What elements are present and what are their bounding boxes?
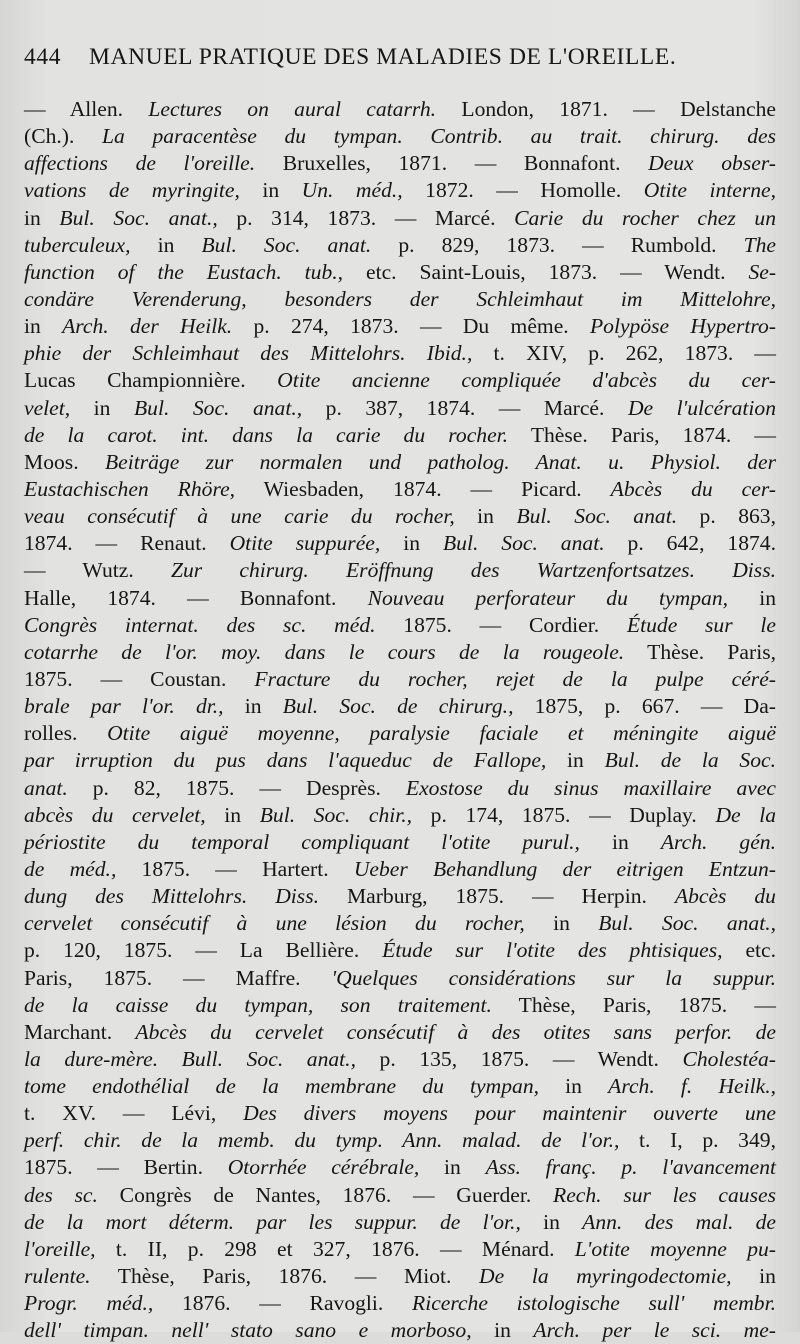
text-line bbox=[24, 449, 776, 476]
text-segment: Thèse, Paris, 1876. — Miot. bbox=[90, 1264, 480, 1289]
text-segment: Congrès de Nantes, 1876. — Guerder. bbox=[97, 1182, 554, 1207]
italic-text-segment: Étude sur le bbox=[626, 612, 776, 637]
italic-text-segment: cervelet consécutif à une lésion du rocher, bbox=[24, 911, 525, 936]
text-line bbox=[24, 1236, 776, 1263]
text-segment: Marburg, 1875. — Herpin. bbox=[319, 884, 675, 909]
text-line bbox=[24, 1073, 776, 1100]
text-segment: in bbox=[380, 531, 443, 556]
text-segment: in bbox=[520, 1209, 583, 1234]
italic-text-segment: cotarrhe de l'or. moy. dans le cours de la rougeole. bbox=[24, 639, 625, 664]
text-line bbox=[24, 883, 776, 910]
text-line bbox=[24, 1290, 776, 1317]
italic-text-segment: Zur chirurg. Eröffnung des Wartzenfortsatzes. Diss. bbox=[170, 558, 777, 583]
text-line bbox=[24, 205, 776, 232]
italic-text-segment: la dure-mère. Bull. Soc. anat., bbox=[24, 1046, 356, 1071]
italic-text-segment: Polypöse Hypertro- bbox=[589, 314, 776, 339]
italic-text-segment: Otite suppurée, bbox=[229, 531, 381, 556]
italic-text-segment: Otite interne, bbox=[643, 178, 777, 203]
text-line bbox=[24, 1182, 776, 1209]
italic-text-segment: Ann. des mal. de bbox=[582, 1209, 777, 1234]
text-segment: — Wutz. bbox=[24, 558, 171, 583]
text-line bbox=[24, 856, 776, 883]
italic-text-segment: tome endothélial de la membrane du tympan, bbox=[24, 1074, 540, 1099]
text-segment: Paris, 1875. — Maffre. bbox=[24, 965, 332, 990]
italic-text-segment: tuberculeux, bbox=[24, 232, 131, 257]
text-segment: rolles. bbox=[24, 721, 108, 746]
text-segment: London, 1871. — Delstanche bbox=[436, 97, 776, 121]
text-segment: in bbox=[24, 205, 60, 230]
text-segment: 1874. — Renaut. bbox=[24, 531, 230, 556]
text-segment: p. 314, 1873. — Marcé. bbox=[217, 205, 515, 230]
text-segment: Lucas Championnière. bbox=[24, 368, 278, 393]
text-line bbox=[24, 775, 776, 802]
text-line bbox=[24, 232, 776, 259]
text-segment: in bbox=[239, 178, 302, 203]
italic-text-segment: périostite du temporal compliquant l'otite purul., bbox=[24, 829, 580, 854]
text-segment: p. 274, 1873. — Du même. bbox=[232, 314, 590, 339]
text-segment: in bbox=[70, 395, 134, 420]
italic-text-segment: brale par l'or. dr., bbox=[24, 694, 224, 719]
italic-text-segment: Bul. Soc. anat. bbox=[442, 531, 605, 556]
text-line bbox=[24, 1046, 776, 1073]
text-line bbox=[24, 1019, 776, 1046]
italic-text-segment: de la caisse du tympan, son traitement. bbox=[24, 992, 492, 1017]
text-segment: in bbox=[728, 585, 777, 610]
text-segment: Moos. bbox=[24, 449, 105, 474]
italic-text-segment: L'otite moyenne pu- bbox=[574, 1236, 776, 1261]
text-segment: p. 829, 1873. — Rumbold. bbox=[371, 232, 744, 257]
text-line bbox=[24, 1209, 776, 1236]
text-line bbox=[24, 177, 776, 204]
text-segment: — Allen. bbox=[24, 97, 149, 121]
text-line bbox=[24, 829, 776, 856]
italic-text-segment: Otite ancienne compliquée d'abcès du cer- bbox=[277, 368, 776, 393]
text-segment: 1875, p. 667. — Da- bbox=[513, 694, 776, 719]
italic-text-segment: De la myringodectomie, bbox=[479, 1264, 732, 1289]
text-line bbox=[24, 1127, 776, 1154]
italic-text-segment: Congrès internat. des sc. méd. bbox=[24, 612, 376, 637]
italic-text-segment: affections de l'oreille. bbox=[24, 151, 256, 176]
text-segment: in bbox=[454, 504, 517, 529]
text-segment: in bbox=[524, 911, 599, 936]
text-segment: 1875. — Cordier. bbox=[375, 612, 627, 637]
italic-text-segment: Nouveau perforateur du tympan, bbox=[367, 585, 729, 610]
page-number: 444 bbox=[24, 44, 62, 70]
text-segment: t. I, p. 349, bbox=[619, 1128, 776, 1153]
text-line bbox=[24, 910, 776, 937]
text-line bbox=[24, 530, 776, 557]
italic-text-segment: Un. méd., bbox=[301, 178, 403, 203]
text-segment: 1875. — Bertin. bbox=[24, 1155, 228, 1180]
text-segment: p. 120, 1875. — La Bellière. bbox=[24, 938, 383, 963]
text-line bbox=[24, 395, 776, 422]
italic-text-segment: Bul. Soc. anat. bbox=[516, 504, 678, 529]
text-segment: in bbox=[419, 1155, 486, 1180]
italic-text-segment: La paracentèse du tympan. Contrib. au trait. chirurg. des bbox=[102, 124, 776, 149]
text-segment: 1872. — Homolle. bbox=[402, 178, 644, 203]
italic-text-segment: De la bbox=[715, 802, 777, 827]
text-line bbox=[24, 123, 776, 150]
text-segment: 1875. — Coustan. bbox=[24, 666, 255, 691]
text-segment: in bbox=[539, 1074, 609, 1099]
text-line bbox=[24, 585, 776, 612]
italic-text-segment: Beiträge zur normalen und patholog. Anat. u. Physiol. der bbox=[104, 449, 776, 474]
text-segment: t. II, p. 298 et 327, 1876. — Ménard. bbox=[95, 1236, 575, 1261]
text-line bbox=[24, 992, 776, 1019]
italic-text-segment: velet, bbox=[24, 395, 71, 420]
italic-text-segment: Rech. sur les causes bbox=[553, 1182, 776, 1207]
text-line bbox=[24, 1100, 776, 1127]
italic-text-segment: Fracture du rocher, rejet de la pulpe céré- bbox=[254, 666, 776, 691]
italic-text-segment: vations de myringite, bbox=[24, 178, 240, 203]
text-segment: in bbox=[223, 694, 283, 719]
text-line bbox=[24, 720, 776, 747]
italic-text-segment: Carie du rocher chez un bbox=[514, 205, 776, 230]
italic-text-segment: Abcès du cer- bbox=[610, 476, 777, 501]
text-line bbox=[24, 422, 776, 449]
text-segment: Bruxelles, 1871. — Bonnafont. bbox=[255, 151, 649, 176]
text-line bbox=[24, 313, 776, 340]
text-segment: 1876. — Ravogli. bbox=[153, 1291, 413, 1316]
text-segment: t. XV. — Lévi, bbox=[24, 1101, 244, 1126]
text-line bbox=[24, 802, 776, 829]
running-title: MANUEL PRATIQUE DES MALADIES DE L'OREILLE. bbox=[89, 44, 677, 70]
italic-text-segment: Ueber Behandlung der eitrigen Entzun- bbox=[353, 856, 776, 881]
italic-text-segment: veau consécutif à une carie du rocher, bbox=[24, 504, 455, 529]
text-segment: in bbox=[731, 1264, 776, 1289]
italic-text-segment: l'oreille, bbox=[24, 1236, 96, 1261]
text-line bbox=[24, 612, 776, 639]
text-line bbox=[24, 1317, 776, 1344]
italic-text-segment: Bul. Soc. anat., bbox=[133, 395, 303, 420]
text-line bbox=[24, 693, 776, 720]
text-line bbox=[24, 340, 776, 367]
text-line bbox=[24, 666, 776, 693]
italic-text-segment: function of the Eustach. tub., bbox=[24, 259, 344, 284]
text-segment: p. 642, 1874. bbox=[604, 531, 776, 556]
italic-text-segment: Des divers moyens pour maintenir ouverte une bbox=[243, 1101, 777, 1126]
text-line bbox=[24, 639, 776, 666]
italic-text-segment: 'Quelques considérations sur la suppur. bbox=[331, 965, 777, 990]
text-segment: in bbox=[546, 748, 605, 773]
italic-text-segment: Ricerche istologische sull' membr. bbox=[412, 1291, 776, 1316]
italic-text-segment: Bul. de la Soc. bbox=[604, 748, 776, 773]
text-segment: p. 863, bbox=[677, 504, 776, 529]
text-line bbox=[24, 96, 776, 123]
italic-text-segment: Cholestéa- bbox=[682, 1046, 776, 1071]
text-segment: Thèse. Paris, 1874. — bbox=[508, 422, 776, 447]
italic-text-segment: Bul. Soc. anat., bbox=[598, 911, 777, 936]
italic-text-segment: dell' timpan. nell' stato sano e morboso, bbox=[24, 1318, 472, 1343]
text-line bbox=[24, 367, 776, 394]
text-segment: in bbox=[579, 829, 661, 854]
text-line bbox=[24, 150, 776, 177]
text-segment: Thèse. Paris, bbox=[624, 639, 777, 664]
text-segment: p. 174, 1875. — Duplay. bbox=[412, 802, 716, 827]
text-segment: Wiesbaden, 1874. — Picard. bbox=[235, 476, 611, 501]
italic-text-segment: Exostose du sinus maxillaire avec bbox=[405, 775, 776, 800]
italic-text-segment: The bbox=[743, 232, 777, 257]
italic-text-segment: Bul. Soc. anat. bbox=[201, 232, 372, 257]
italic-text-segment: Arch. f. Heilk., bbox=[608, 1074, 777, 1099]
text-segment: etc. Saint-Louis, 1873. — Wendt. bbox=[343, 259, 749, 284]
italic-text-segment: Bul. Soc. anat., bbox=[59, 205, 218, 230]
italic-text-segment: abcès du cervelet, bbox=[24, 802, 206, 827]
text-line bbox=[24, 747, 776, 774]
text-line bbox=[24, 1154, 776, 1181]
text-segment: etc. bbox=[722, 938, 777, 963]
italic-text-segment: Arch. gén. bbox=[660, 829, 777, 854]
text-segment: p. 82, 1875. — Desprès. bbox=[67, 775, 406, 800]
italic-text-segment: dung des Mittelohrs. Diss. bbox=[24, 884, 319, 909]
italic-text-segment: de la carot. int. dans la carie du rocher. bbox=[24, 422, 509, 447]
text-line bbox=[24, 476, 776, 503]
text-segment: (Ch.). bbox=[24, 124, 103, 149]
italic-text-segment: de méd., bbox=[24, 856, 117, 881]
italic-text-segment: Se- bbox=[748, 259, 777, 284]
italic-text-segment: De l'ulcération bbox=[627, 395, 777, 420]
italic-text-segment: Bul. Soc. chir., bbox=[259, 802, 413, 827]
text-segment: t. XIV, p. 262, 1873. — bbox=[472, 341, 777, 366]
italic-text-segment: Lectures on aural catarrh. bbox=[148, 97, 437, 121]
italic-text-segment: rulente. bbox=[24, 1264, 91, 1289]
italic-text-segment: Arch. der Heilk. bbox=[62, 314, 233, 339]
text-segment: Thèse, Paris, 1875. — bbox=[491, 992, 776, 1017]
italic-text-segment: Abcès du bbox=[674, 884, 776, 909]
italic-text-segment: Étude sur l'otite des phtisiques, bbox=[382, 938, 723, 963]
text-segment: in bbox=[471, 1318, 534, 1343]
running-head bbox=[24, 44, 776, 78]
text-segment: 1875. — Hartert. bbox=[116, 856, 354, 881]
italic-text-segment: condäre Verenderung, besonders der Schleimhaut im Mittelohre, bbox=[24, 286, 776, 311]
italic-text-segment: Otorrhée cérébrale, bbox=[227, 1155, 420, 1180]
text-line bbox=[24, 259, 776, 286]
italic-text-segment: phie der Schleimhaut des Mittelohrs. Ibid., bbox=[24, 341, 473, 366]
italic-text-segment: Arch. per le sci. me- bbox=[533, 1318, 777, 1343]
text-segment: p. 387, 1874. — Marcé. bbox=[302, 395, 628, 420]
italic-text-segment: Deux obser- bbox=[648, 151, 776, 176]
text-segment: Halle, 1874. — Bonnafont. bbox=[24, 585, 368, 610]
italic-text-segment: Otite aiguë moyenne, paralysie faciale et méningite aiguë bbox=[107, 721, 776, 746]
italic-text-segment: par irruption du pus dans l'aqueduc de Fallope, bbox=[24, 748, 547, 773]
text-line bbox=[24, 503, 776, 530]
text-segment: in bbox=[205, 802, 260, 827]
text-line bbox=[24, 557, 776, 584]
italic-text-segment: anat. bbox=[24, 775, 68, 800]
italic-text-segment: Abcès du cervelet consécutif à des otites sans perfor. de bbox=[135, 1019, 776, 1044]
italic-text-segment: Progr. méd., bbox=[24, 1291, 154, 1316]
italic-text-segment: Bul. Soc. de chirurg., bbox=[282, 694, 514, 719]
text-segment: p. 135, 1875. — Wendt. bbox=[355, 1046, 683, 1071]
italic-text-segment: Eustachischen Rhöre, bbox=[24, 476, 236, 501]
text-line bbox=[24, 286, 776, 313]
italic-text-segment: perf. chir. de la memb. du tymp. Ann. malad. de l'or., bbox=[24, 1128, 620, 1153]
text-line bbox=[24, 937, 776, 964]
text-line bbox=[24, 965, 776, 992]
text-line bbox=[24, 1263, 776, 1290]
bibliography-text bbox=[24, 96, 776, 1344]
italic-text-segment: de la mort déterm. par les suppur. de l'or., bbox=[24, 1209, 521, 1234]
text-segment: in bbox=[130, 232, 202, 257]
text-segment: in bbox=[24, 314, 63, 339]
text-segment: Marchant. bbox=[24, 1019, 136, 1044]
italic-text-segment: des sc. bbox=[24, 1182, 98, 1207]
italic-text-segment: Ass. franç. p. l'avancement bbox=[485, 1155, 777, 1180]
